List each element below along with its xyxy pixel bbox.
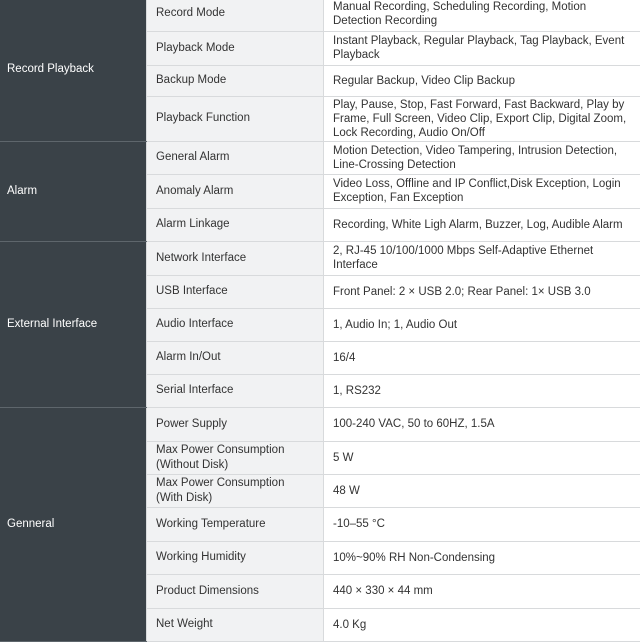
feature-cell: Working Humidity (147, 541, 324, 574)
feature-cell: Serial Interface (147, 374, 324, 407)
value-cell: 4.0 Kg (324, 608, 640, 641)
value-cell: Motion Detection, Video Tampering, Intrusion Detection, Line-Crossing Detection (324, 141, 640, 174)
value-cell: Video Loss, Offline and IP Conflict,Disk Exception, Login Exception, Fan Exception (324, 174, 640, 208)
value-cell: 16/4 (324, 341, 640, 374)
feature-cell: USB Interface (147, 275, 324, 308)
table-row (0, 141, 640, 174)
value-cell: 5 W (324, 441, 640, 474)
value-cell: 2, RJ-45 10/100/1000 Mbps Self-Adaptive Ethernet Interface (324, 241, 640, 275)
value-cell: Instant Playback, Regular Playback, Tag Playback, Event Playback (324, 31, 640, 65)
feature-cell: Net Weight (147, 608, 324, 641)
value-cell: Regular Backup, Video Clip Backup (324, 65, 640, 96)
value-cell: 100-240 VAC, 50 to 60HZ, 1.5A (324, 407, 640, 441)
feature-cell: Product Dimensions (147, 574, 324, 608)
feature-cell: Max Power Consumption (Without Disk) (147, 441, 324, 474)
table-row (0, 241, 640, 275)
feature-cell: Playback Function (147, 96, 324, 141)
value-cell: Manual Recording, Scheduling Recording, Motion Detection Recording (324, 0, 640, 31)
category-cell: Genneral (0, 407, 147, 641)
value-cell: Recording, White Ligh Alarm, Buzzer, Log, Audible Alarm (324, 208, 640, 241)
value-cell: 48 W (324, 474, 640, 507)
feature-cell: General Alarm (147, 141, 324, 174)
table-row (0, 0, 640, 31)
feature-cell: Max Power Consumption (With Disk) (147, 474, 324, 507)
value-cell: Front Panel: 2 × USB 2.0; Rear Panel: 1× USB 3.0 (324, 275, 640, 308)
feature-cell: Power Supply (147, 407, 324, 441)
category-cell: External Interface (0, 241, 147, 407)
feature-cell: Playback Mode (147, 31, 324, 65)
feature-cell: Alarm Linkage (147, 208, 324, 241)
value-cell: 1, RS232 (324, 374, 640, 407)
value-cell: Play, Pause, Stop, Fast Forward, Fast Backward, Play by Frame, Full Screen, Video Clip, Export Clip, Digital Zoom, Lock Recording, Audio On/Off (324, 96, 640, 141)
table-row (0, 407, 640, 441)
value-cell: 440 × 330 × 44 mm (324, 574, 640, 608)
value-cell: -10–55 °C (324, 507, 640, 541)
value-cell: 10%~90% RH Non-Condensing (324, 541, 640, 574)
feature-cell: Alarm In/Out (147, 341, 324, 374)
feature-cell: Working Temperature (147, 507, 324, 541)
value-cell: 1, Audio In; 1, Audio Out (324, 308, 640, 341)
feature-cell: Anomaly Alarm (147, 174, 324, 208)
feature-cell: Record Mode (147, 0, 324, 31)
category-cell: Record Playback (0, 0, 147, 141)
category-cell: Alarm (0, 141, 147, 241)
feature-cell: Audio Interface (147, 308, 324, 341)
feature-cell: Backup Mode (147, 65, 324, 96)
feature-cell: Network Interface (147, 241, 324, 275)
